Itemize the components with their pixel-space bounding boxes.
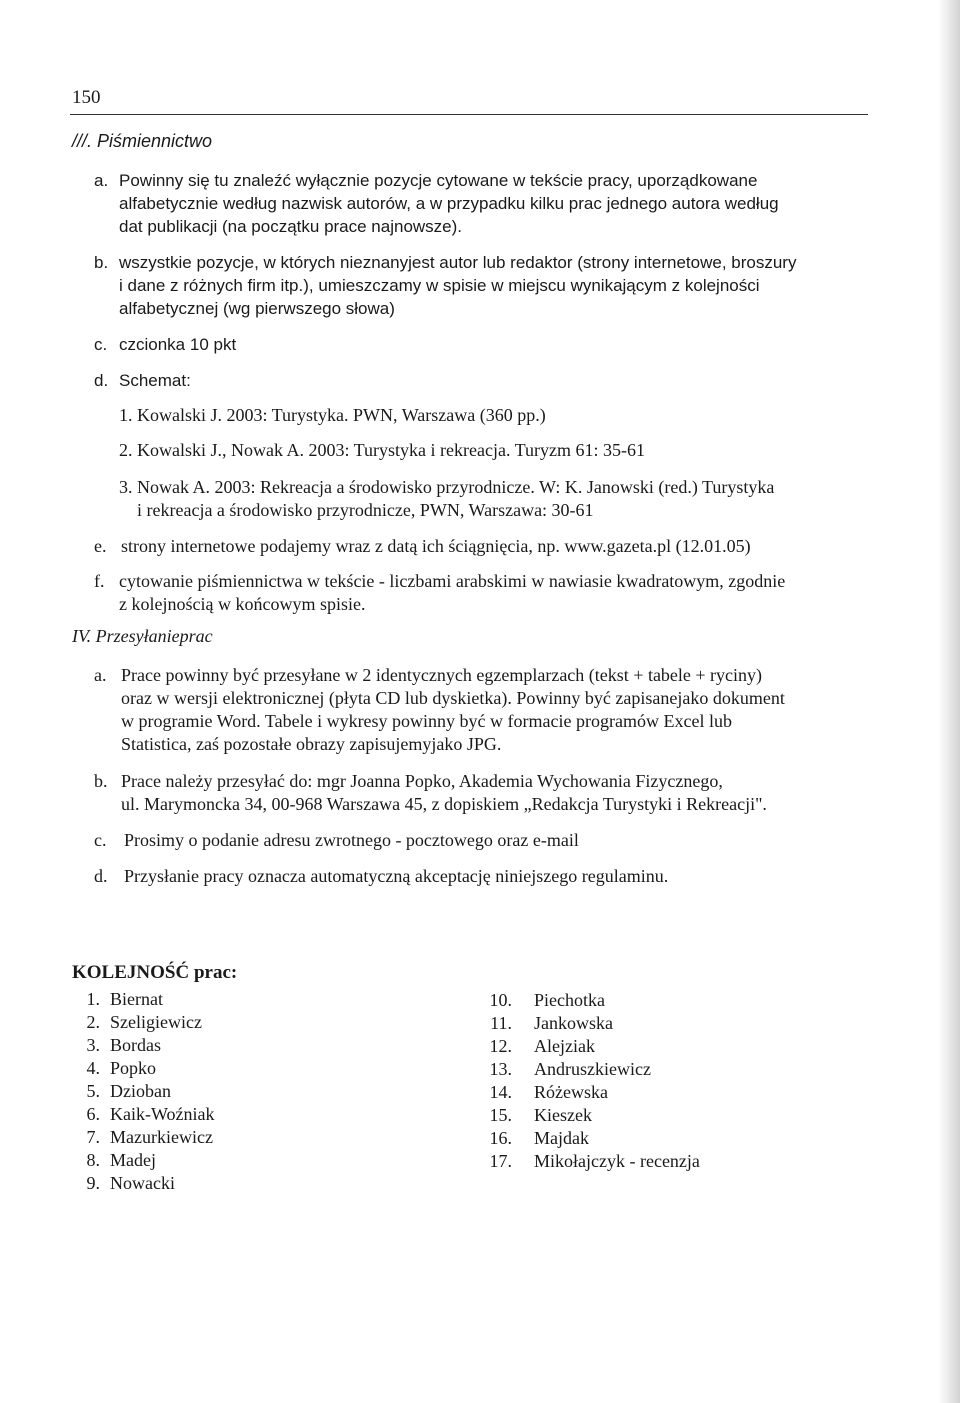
order-list-title: KOLEJNOŚĆ prac: (72, 962, 238, 983)
item-f-line-1: cytowanie piśmiennictwa w tekście - liczbami arabskimi w nawiasie kwadratowym, zgodnie (119, 571, 786, 591)
submission-a-line-1: Prace powinny być przesyłane w 2 identycznych egzemplarzach (tekst + tabele + ryciny) (121, 665, 763, 685)
list-item (472, 1150, 700, 1173)
item-b-line-2: i dane z różnych firm itp.), umieszczamy w spisie w miejscu wynikającym z kolejności (119, 276, 760, 295)
submission-d-text: Przysłanie pracy oznacza automatyczną akceptację niniejszego regulaminu. (124, 866, 669, 886)
item-b-line-3: alfabetycznej (wg pierwszego słowa) (119, 299, 395, 318)
list-item-name: Bordas (110, 1035, 161, 1055)
item-a-line-1: Powinny się tu znaleźć wyłącznie pozycje cytowane w tekście pracy, uporządkowane (119, 171, 758, 190)
item-c-text: czcionka 10 pkt (119, 335, 237, 354)
item-letter-a: a. (94, 171, 109, 190)
list-item-number: 14. (489, 1082, 512, 1102)
list-item-name: Mazurkiewicz (110, 1127, 213, 1147)
list-item-name: Dzioban (110, 1081, 171, 1101)
submission-b-line-2: ul. Marymoncka 34, 00-968 Warszawa 45, z dopiskiem „Redakcja Turystyki i Rekreacji". (121, 794, 767, 814)
submission-a-line-3: w programie Word. Tabele i wykresy powinny być w formacie programów Excel lub (121, 711, 732, 731)
list-item (60, 1057, 215, 1080)
list-item (472, 1058, 700, 1081)
list-item-number: 17. (489, 1151, 512, 1171)
schema-example-3-line-1: 3. Nowak A. 2003: Rekreacja a środowisko przyrodnicze. W: K. Janowski (red.) Turystyka (119, 477, 775, 497)
list-item-name: Andruszkiewicz (534, 1059, 651, 1079)
list-item-number: 8. (86, 1150, 100, 1170)
section-title-submission: IV. Przesyłanieprac (72, 626, 213, 646)
item-letter-c: c. (94, 335, 108, 354)
list-item (60, 1103, 215, 1126)
list-item (60, 1172, 215, 1195)
list-item-name: Kieszek (534, 1105, 592, 1125)
list-item-number: 16. (489, 1128, 512, 1148)
list-item (472, 1081, 700, 1104)
item-b-line-1: wszystkie pozycje, w których nieznanyjest autor lub redaktor (strony internetowe, broszury (119, 253, 797, 272)
order-list-right (472, 989, 700, 1173)
submission-c-text: Prosimy o podanie adresu zwrotnego - pocztowego oraz e-mail (124, 830, 579, 850)
list-item-number: 4. (86, 1058, 100, 1078)
list-item-name: Biernat (110, 989, 163, 1009)
schema-example-1: 1. Kowalski J. 2003: Turystyka. PWN, Warszawa (360 pp.) (119, 405, 546, 425)
item-f-line-2: z kolejnością w końcowym spisie. (119, 594, 366, 614)
list-item (472, 1012, 700, 1035)
list-item-number: 6. (86, 1104, 100, 1124)
list-item-number: 11. (490, 1013, 512, 1033)
submission-letter-c: c. (94, 830, 107, 850)
item-d-text: Schemat: (119, 371, 191, 390)
list-item-name: Kaik-Woźniak (110, 1104, 215, 1124)
list-item-name: Jankowska (534, 1013, 613, 1033)
schema-example-3-line-2: i rekreacja a środowisko przyrodnicze, PWN, Warszawa: 30-61 (137, 500, 594, 520)
item-letter-d: d. (94, 371, 109, 390)
list-item-number: 9. (86, 1173, 100, 1193)
list-item (60, 988, 215, 1011)
list-item (472, 989, 700, 1012)
list-item-number: 5. (86, 1081, 100, 1101)
order-list-left (60, 988, 215, 1195)
list-item (60, 1011, 215, 1034)
list-item-number: 12. (489, 1036, 512, 1056)
list-item-name: Madej (110, 1150, 156, 1170)
list-item-number: 15. (489, 1105, 512, 1125)
list-item-name: Nowacki (110, 1173, 175, 1193)
list-item-name: Alejziak (534, 1036, 595, 1056)
list-item (60, 1126, 215, 1149)
list-item-number: 13. (489, 1059, 512, 1079)
list-item-number: 1. (86, 989, 100, 1009)
submission-letter-d: d. (94, 866, 108, 886)
list-item-number: 10. (489, 990, 512, 1010)
item-a-line-3: dat publikacji (na początku prace najnowsze). (119, 217, 463, 236)
list-item (60, 1149, 215, 1172)
schema-example-2: 2. Kowalski J., Nowak A. 2003: Turystyka i rekreacja. Turyzm 61: 35-61 (119, 440, 645, 460)
item-a-line-2: alfabetycznie według nazwisk autorów, a w przypadku kilku prac jednego autora według (119, 194, 779, 213)
item-e-text: strony internetowe podajemy wraz z datą ich ściągnięcia, np. www.gazeta.pl (12.01.05) (121, 536, 751, 556)
submission-a-line-4: Statistica, zaś pozostałe obrazy zapisujemyjako JPG. (121, 734, 502, 754)
list-item-name: Popko (110, 1058, 157, 1078)
list-item-number: 3. (86, 1035, 100, 1055)
list-item-number: 2. (86, 1012, 100, 1032)
list-item (60, 1034, 215, 1057)
list-item-name: Mikołajczyk - recenzja (534, 1151, 700, 1171)
submission-a-line-2: oraz w wersji elektronicznej (płyta CD lub dyskietka). Powinny być zapisanejako dokument (121, 688, 785, 708)
list-item (472, 1104, 700, 1127)
list-item-number: 7. (86, 1127, 100, 1147)
list-item-name: Szeligiewicz (110, 1012, 202, 1032)
section-title-bibliography: ///. Piśmiennictwo (72, 131, 213, 151)
submission-b-line-1: Prace należy przesyłać do: mgr Joanna Popko, Akademia Wychowania Fizycznego, (121, 771, 723, 791)
list-item-name: Różewska (534, 1082, 608, 1102)
list-item-name: Piechotka (534, 990, 605, 1010)
item-letter-f: f. (94, 571, 105, 591)
submission-letter-b: b. (94, 771, 108, 791)
item-letter-b: b. (94, 253, 109, 272)
list-item (472, 1127, 700, 1150)
submission-letter-a: a. (94, 665, 107, 685)
item-letter-e: e. (94, 536, 107, 556)
header-rule (70, 114, 868, 115)
page-number: 150 (72, 87, 101, 108)
list-item (60, 1080, 215, 1103)
list-item (472, 1035, 700, 1058)
page-edge-shadow (938, 0, 960, 1403)
list-item-name: Majdak (534, 1128, 589, 1148)
